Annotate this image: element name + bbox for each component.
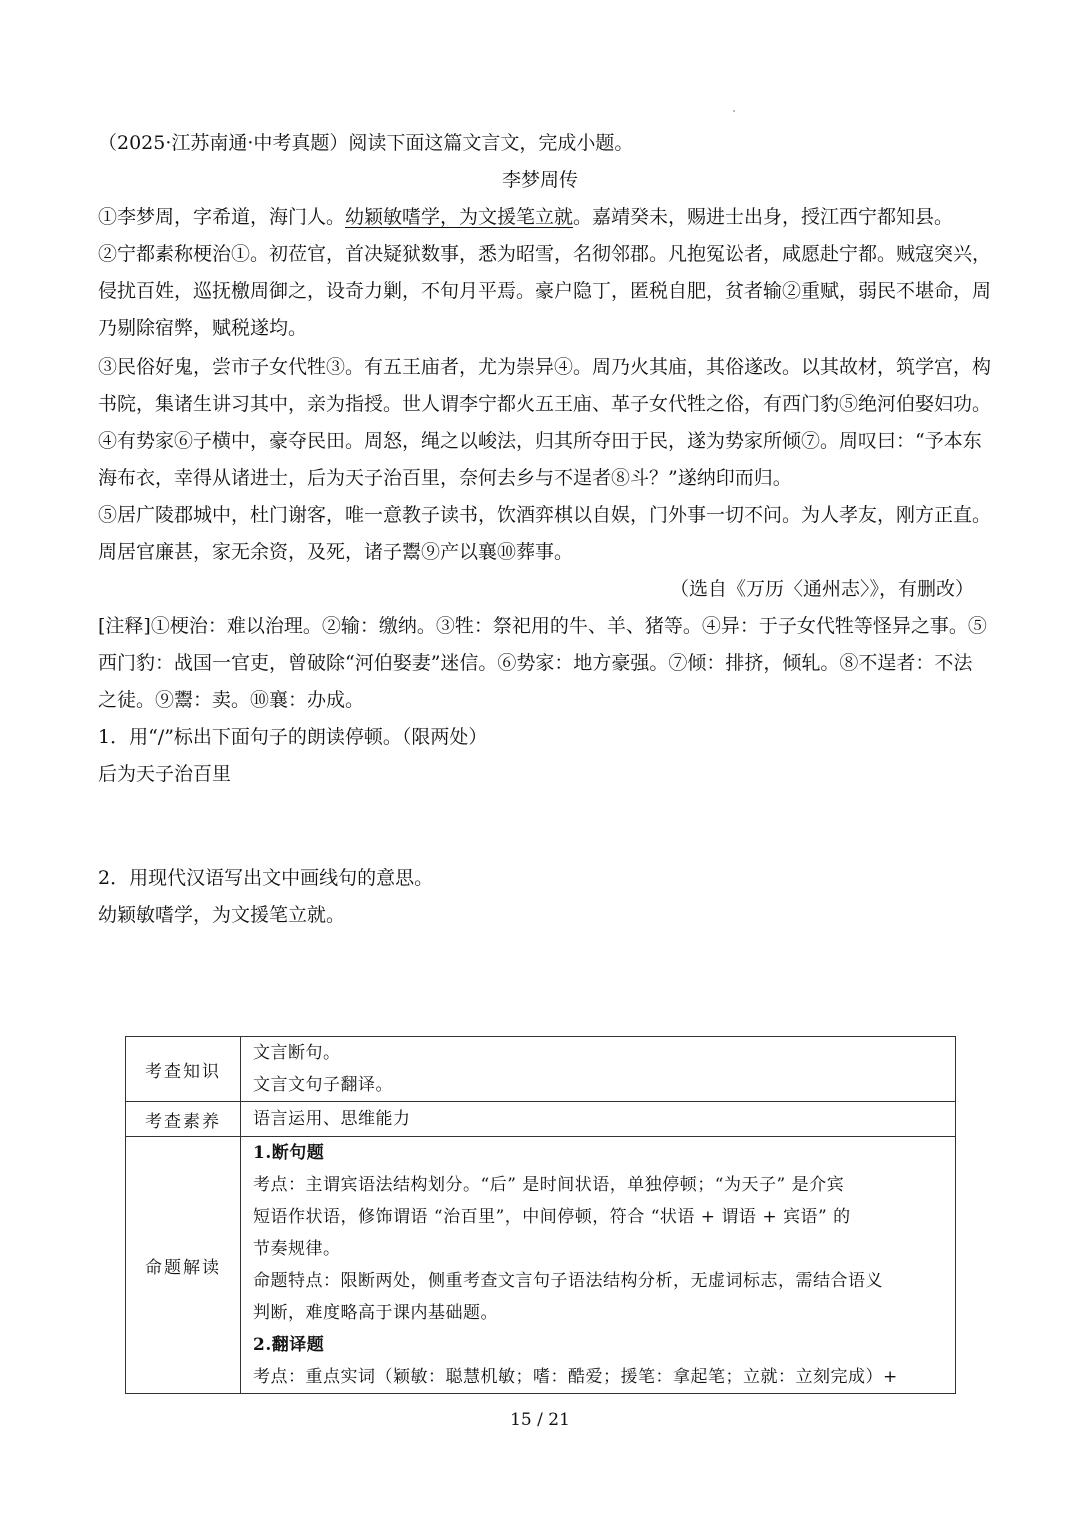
row-content bbox=[241, 1037, 956, 1102]
cell-line: 文言文句子翻译。 bbox=[253, 1075, 393, 1095]
cell-heading: 1.断句题 bbox=[253, 1143, 325, 1163]
paragraph-3-line-1: ③民俗好鬼，尝市子女代牲③。有五王庙者，尤为崇异④。周乃火其庙，其俗遂改。以其故材，筑学宫，构 bbox=[98, 356, 992, 378]
paragraph-2-line-3: 乃剔除宿弊，赋税遂均。 bbox=[98, 317, 308, 339]
table-row bbox=[126, 1137, 956, 1394]
paragraph-5-line-2: 周居官廉甚，家无余资，及死，诸子鬻⑨产以襄⑩葬事。 bbox=[98, 541, 574, 563]
cell-heading: 2.翻译题 bbox=[253, 1335, 325, 1355]
paragraph-4-line-1: ④有势家⑥子横中，豪夺民田。周怒，绳之以峻法，归其所夺田于民，遂为势家所倾⑦。周叹曰：“予本东 bbox=[98, 430, 982, 452]
p1-text-b: 。嘉靖癸未，赐进士出身，授江西宁都知县。 bbox=[573, 206, 954, 228]
row-content bbox=[241, 1137, 956, 1394]
table-row bbox=[126, 1037, 956, 1102]
underlined-sentence: 幼颖敏嗜学，为文援笔立就 bbox=[345, 206, 574, 228]
paragraph-5-line-1: ⑤居广陵郡城中，杜门谢客，唯一意教子读书，饮酒弈棋以自娱，门外事一切不问。为人孝友，刚方正直。 bbox=[98, 504, 992, 526]
notes-line-1: [注释]①梗治：难以治理。②输：缴纳。③牲：祭祀用的牛、羊、猪等。④异：于子女代牲等怪异之事。⑤ bbox=[98, 615, 987, 637]
question-2-prompt: 2．用现代汉语写出文中画线句的意思。 bbox=[98, 867, 434, 889]
paragraph-2-line-2: 侵扰百姓，巡抚檄周御之，设奇力剿，不旬月平焉。豪户隐丁，匿税自肥，贫者输②重赋，弱民不堪命，周 bbox=[98, 280, 992, 302]
row-content bbox=[241, 1102, 956, 1137]
question-1-prompt: 1．用“/”标出下面句子的朗读停顿。（限两处） bbox=[98, 726, 488, 748]
scan-speck bbox=[733, 110, 735, 112]
cell-line: 节奏规律。 bbox=[253, 1239, 341, 1259]
cell-line: 命题特点：限断两处，侧重考查文言句子语法结构分析，无虚词标志，需结合语义 bbox=[253, 1271, 883, 1291]
source-citation: （选自《万历〈通州志〉》，有删改） bbox=[669, 578, 974, 600]
table-row bbox=[126, 1102, 956, 1137]
paragraph-4-line-2: 海布衣，幸得从诸进士，后为天子治百里，奈何去乡与不逞者⑧斗？”遂纳印而归。 bbox=[98, 467, 792, 489]
cell-line: 考点：主谓宾语法结构划分。“后” 是时间状语，单独停顿；“为天子” 是介宾 bbox=[253, 1175, 845, 1195]
page-number: 15 / 21 bbox=[510, 1410, 570, 1430]
question-1-sentence: 后为天子治百里 bbox=[98, 763, 232, 785]
p1-text-a: ①李梦周，字希道，海门人。 bbox=[98, 206, 346, 228]
cell-line: 判断，难度略高于课内基础题。 bbox=[253, 1303, 498, 1323]
row-label: 命题解读 bbox=[126, 1137, 241, 1394]
notes-line-3: 之徒。⑨鬻：卖。⑩襄：办成。 bbox=[98, 689, 365, 711]
paragraph-3-line-2: 书院，集诸生讲习其中，亲为指授。世人谓李宁都火五王庙、革子女代牲之俗，有西门豹⑤绝河伯娶妇功。 bbox=[98, 393, 992, 415]
paragraph-1 bbox=[98, 199, 988, 235]
question-2-sentence: 幼颖敏嗜学，为文援笔立就。 bbox=[98, 904, 346, 926]
cell-line: 短语作状语，修饰谓语 “治百里”，中间停顿，符合 “状语 + 谓语 + 宾语” 的 bbox=[253, 1207, 851, 1227]
row-label: 考查素养 bbox=[126, 1102, 241, 1137]
cell-line: 语言运用、思维能力 bbox=[253, 1109, 411, 1129]
paragraph-2-line-1: ②宁都素称梗治①。初莅官，首决疑狱数事，悉为昭雪，名彻邻郡。凡抱冤讼者，咸愿赴宁都。贼寇突兴， bbox=[98, 243, 992, 265]
cell-line: 考点：重点实词（颖敏：聪慧机敏；嗜：酷爱；援笔：拿起笔；立就：立刻完成）+ bbox=[253, 1367, 898, 1387]
analysis-table bbox=[125, 1036, 956, 1394]
notes-line-2: 西门豹：战国一官吏，曾破除“河伯娶妻”迷信。⑥势家：地方豪强。⑦倾：排挤，倾轧。⑧不逞者：不法 bbox=[98, 652, 973, 674]
intro-line: （2025·江苏南通·中考真题）阅读下面这篇文言文，完成小题。 bbox=[98, 132, 634, 154]
row-label: 考查知识 bbox=[126, 1037, 241, 1102]
cell-line: 文言断句。 bbox=[253, 1043, 341, 1063]
passage-title: 李梦周传 bbox=[501, 169, 578, 191]
